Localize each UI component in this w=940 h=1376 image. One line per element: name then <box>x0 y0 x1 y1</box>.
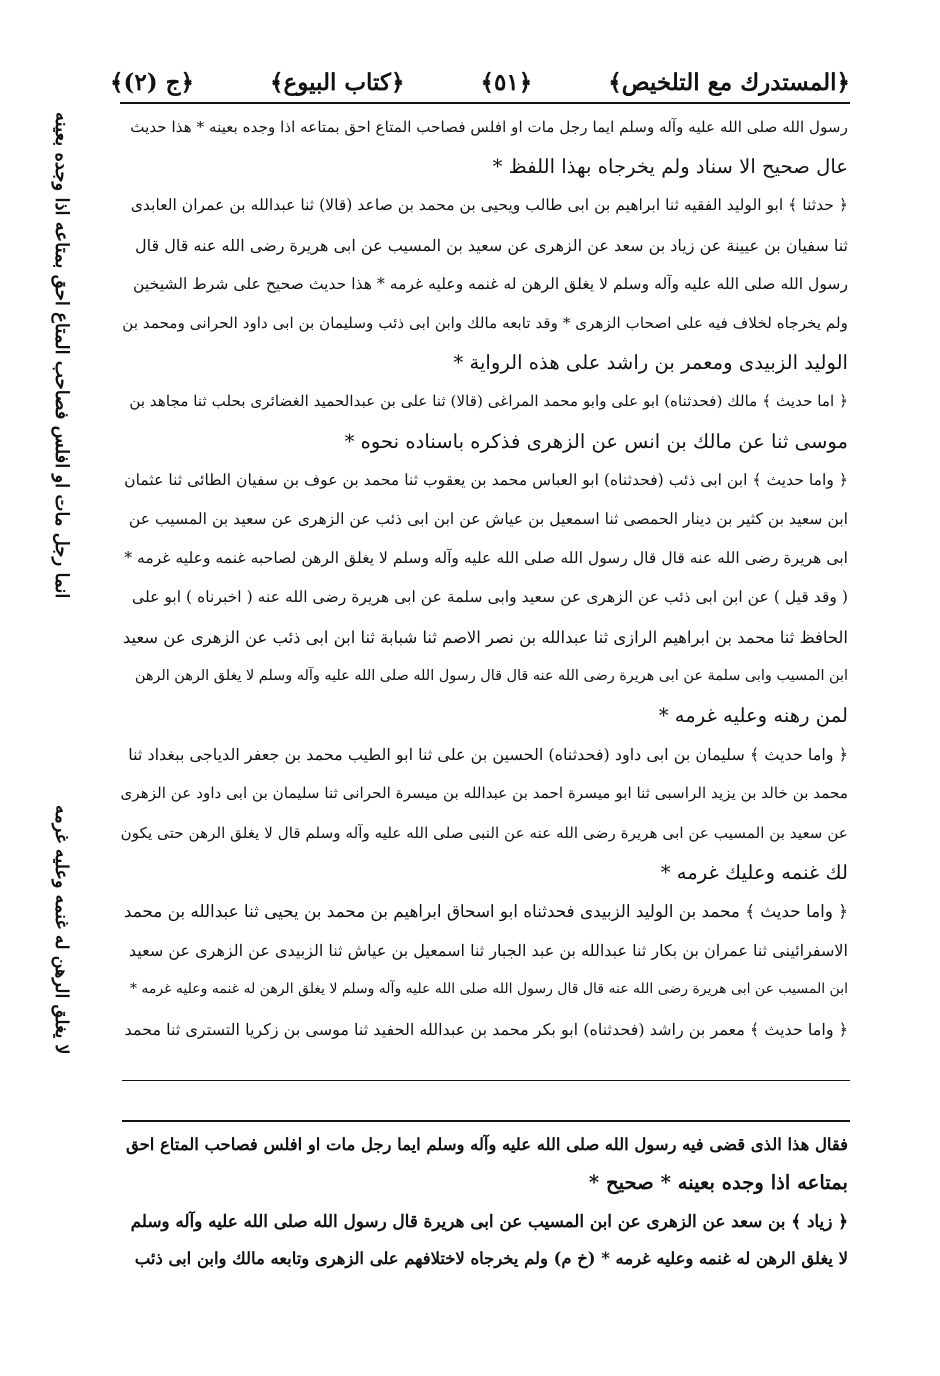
text-line: ﴿ واما حديث ﴾ محمد بن الوليد الزبيدى فحدثناه ابو اسحاق ابراهيم بن محمد بن يحيى ثنا عبدالله بن محمد <box>123 901 848 922</box>
summary-line: لا يغلق الرهن له غنمه وعليه غرمه * (خ م) ولم يخرجاه لاختلافهم على الزهرى وتابعه مالك وابن ابى ذئب <box>134 1249 848 1268</box>
text-line: ابن المسيب عن ابى هريرة رضى الله عنه قال قال رسول الله صلى الله عليه وآله وسلم لا يغلق الرهن له غنمه وعليه غرمه * <box>129 981 848 998</box>
main-text-rule <box>122 1080 850 1081</box>
text-line: ﴿ اما حديث ﴾ مالك (فحدثناه) ابو على وابو محمد المراغى (قالا) ثنا على بن عبدالحميد الغضائرى بحلب ثنا مجاهد بن <box>129 392 848 411</box>
text-line: لمن رهنه وعليه غرمه * <box>658 704 848 728</box>
text-line: ﴿ حدثنا ﴾ ابو الوليد الفقيه ثنا ابراهيم بن ابى طالب ويحيى بن محمد بن صاعد (قالا) ثنا عبدالله بن عمران العابدى <box>130 196 848 215</box>
summary-rule <box>122 1120 850 1122</box>
page-header <box>110 62 850 102</box>
volume-number: ﴿ج (٢)﴾ <box>110 68 194 96</box>
summary-line: فقال هذا الذى قضى فيه رسول الله صلى الله عليه وآله وسلم ايما رجل مات او افلس فصاحب المتاع احق <box>125 1135 848 1154</box>
text-line: الوليد الزبيدى ومعمر بن راشد على هذه الرواية * <box>453 351 848 375</box>
text-line: موسى ثنا عن مالك بن انس عن الزهرى فذكره باسناده نحوه * <box>344 429 848 453</box>
text-line: ﴿ واما حديث ﴾ ابن ابى ذئب (فحدثناه) ابو العباس محمد بن يعقوب ثنا محمد بن عوف بن سفيان الطائى ثنا عثمان <box>124 470 848 489</box>
page-number: ﴿٥١﴾ <box>480 68 533 96</box>
text-line: الاسفرائينى ثنا عمران بن بكار ثنا عبدالله بن عبد الجبار ثنا اسمعيل بن عياش ثنا الزبيدى عن الزهرى عن سعيد <box>128 941 848 961</box>
book-title: ﴿المستدرك مع التلخيص﴾ <box>608 68 850 96</box>
text-line: ﴿ واما حديث ﴾ سليمان بن ابى داود (فحدثناه) الحسين بن على ثنا ابو الطيب محمد بن جعفر الدياجى ببغداد ثنا <box>128 745 848 765</box>
text-line: ابى هريرة رضى الله عنه قال قال رسول الله صلى الله عليه وآله وسلم لا يغلق الرهن لصاحبه غنمه وعليه غرمه * <box>124 549 848 568</box>
header-rule <box>120 102 850 104</box>
summary-line: بمتاعه اذا وجده بعينه * صحيح * <box>588 1171 848 1194</box>
text-line: ابن المسيب وابى سلمة عن ابى هريرة رضى الله عنه قال قال رسول الله صلى الله عليه وآله وسلم لا يغلق الرهن الرهن <box>134 667 848 684</box>
text-line: عن سعيد بن المسيب عن ابى هريرة رضى الله عنه عن النبى صلى الله عليه وآله وسلم قال لا يغلق الرهن حتى يكون <box>120 823 848 842</box>
text-line: ( وقد قيل ) عن ابن ابى ذئب عن الزهرى عن سعيد وابى سلمة عن ابى هريرة رضى الله عنه ( اخبرناه ) ابو على <box>131 588 848 607</box>
text-line: عال صحيح الا سناد ولم يخرجاه بهذا اللفظ * <box>492 155 848 179</box>
summary-text <box>120 1126 848 1366</box>
text-line: ثنا سفيان بن عيينة عن زياد بن سعد عن الزهرى عن سعيد بن المسيب عن ابى هريرة رضى الله عنه قال قال <box>135 235 848 255</box>
main-text <box>120 108 848 1078</box>
text-line: ولم يخرجاه لخلاف فيه على اصحاب الزهرى * وقد تابعه مالك وابن ابى ذئب وسليمان بن ابى داود الحرانى ومحمد بن <box>122 314 848 333</box>
text-line: ﴿ واما حديث ﴾ معمر بن راشد (فحدثناه) ابو بكر محمد بن عبدالله الحفيد ثنا موسى بن زكريا التسترى ثنا محمد <box>124 1019 848 1039</box>
text-line: الحافظ ثنا محمد بن ابراهيم الرازى ثنا عبدالله بن نصر الاصم ثنا شبابة ثنا ابن ابى ذئب عن الزهرى عن سعيد <box>122 627 848 647</box>
margin-note-text: انما رجل مات او افلس فصاحب المتاع احق بمتاعه اذا وجده بعينه <box>51 112 72 599</box>
chapter-title: ﴿كتاب البيوع﴾ <box>270 68 405 96</box>
text-line: رسول الله صلى الله عليه وآله وسلم ايما رجل مات او افلس فصاحب المتاع احق بمتاعه اذا وجده بعينه * هذا حديث <box>130 118 848 136</box>
margin-note-text: لا يغلق الرهن له غنمه وعليه غرمه <box>51 805 72 1055</box>
summary-line: ﴿ زياد ﴾ بن سعد عن الزهرى عن ابن المسيب عن ابى هريرة قال رسول الله صلى الله عليه وآله وسلم <box>130 1211 848 1231</box>
text-line: ابن سعيد بن كثير بن دينار الحمصى ثنا اسمعيل بن عياش عن ابن ابى ذئب عن الزهرى عن سعيد بن المسيب عن <box>128 510 848 529</box>
text-line: لك غنمه وعليك غرمه * <box>660 860 848 884</box>
text-line: رسول الله صلى الله عليه وآله وسلم لا يغلق الرهن له غنمه وعليه غرمه * هذا حديث صحيح على شرط الشيخين <box>133 274 848 293</box>
text-line: محمد بن خالد بن يزيد الراسبى ثنا ابو ميسرة احمد بن عبدالله بن ميسرة الحرانى ثنا سليمان بن ابى داود عن الزهرى <box>120 784 848 803</box>
